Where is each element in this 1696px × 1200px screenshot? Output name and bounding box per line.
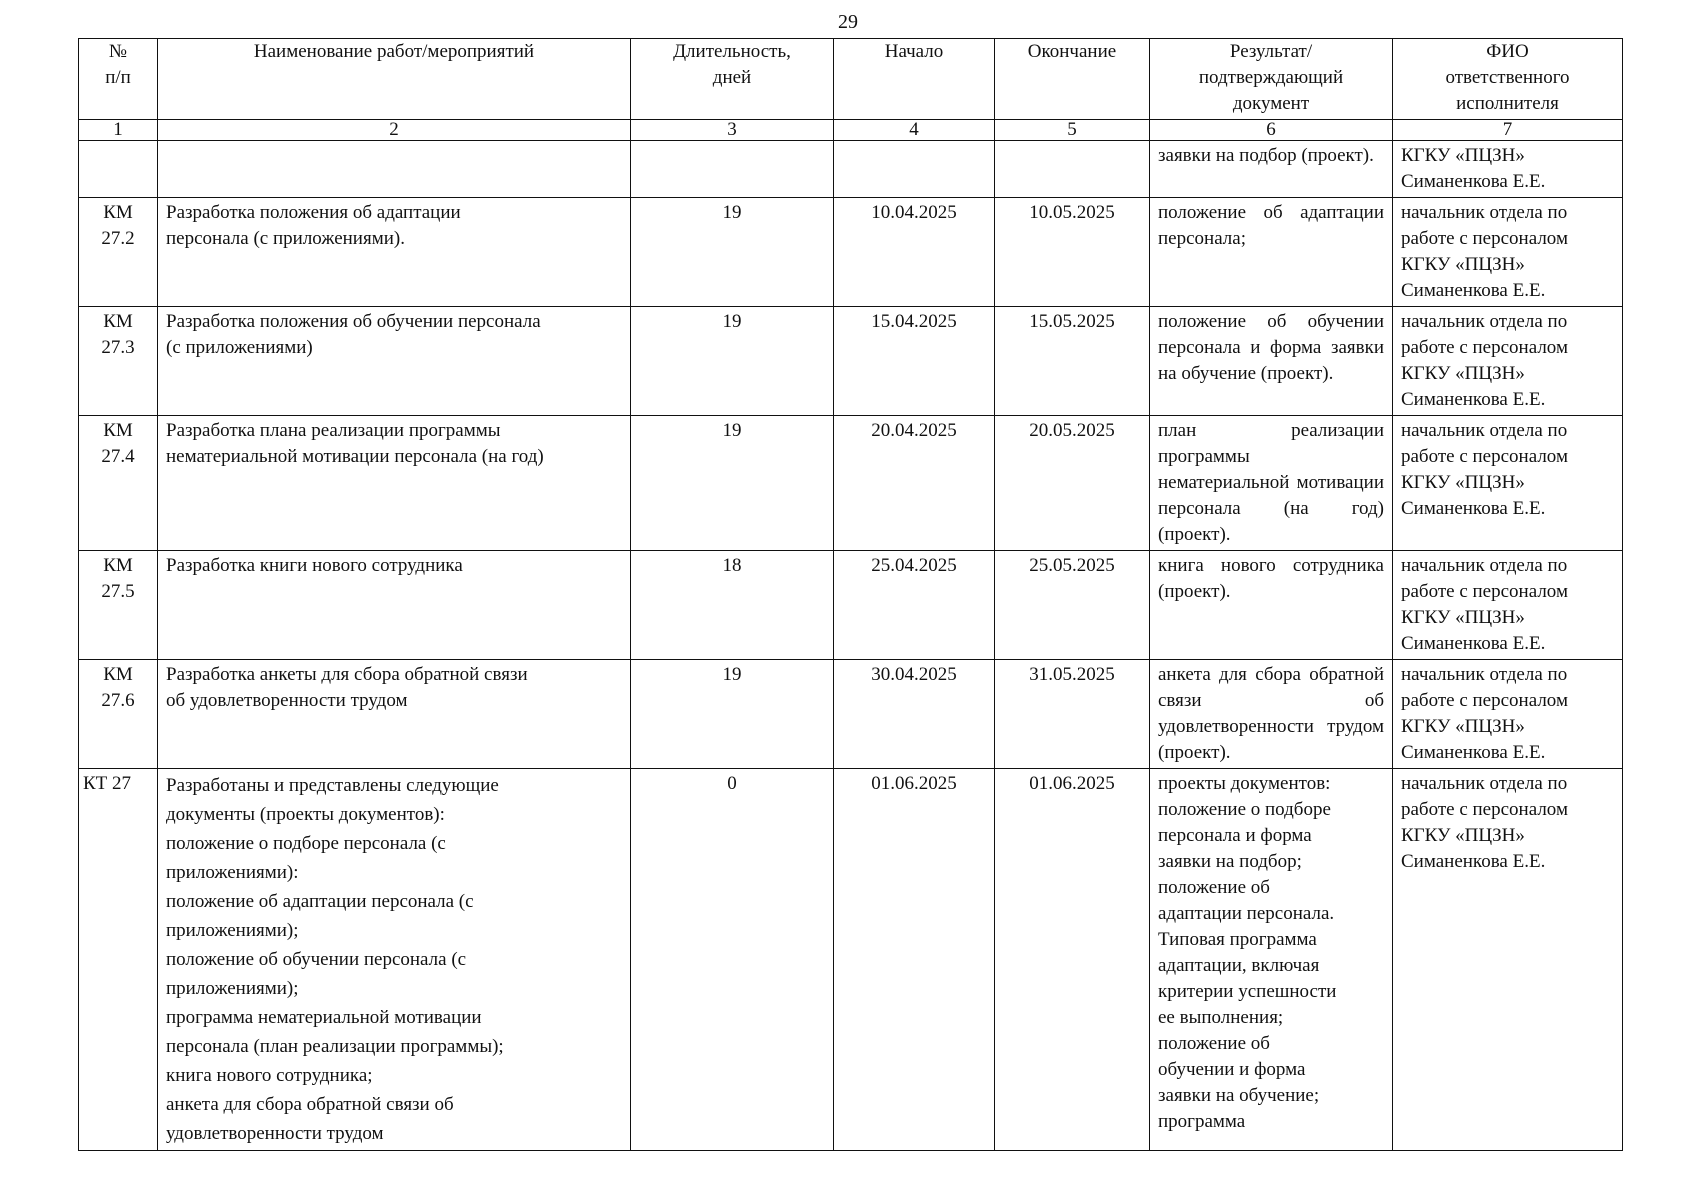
row-number: КМ 27.2 [79, 198, 158, 307]
row-responsible: начальник отдела по работе с персоналом КГКУ «ПЦЗН» Симаненкова Е.Е. [1393, 769, 1623, 1151]
page-number: 29 [838, 11, 858, 33]
column-number-row [79, 120, 1623, 141]
row-responsible: КГКУ «ПЦЗН» Симаненкова Е.Е. [1393, 141, 1623, 198]
row-number: КМ 27.5 [79, 551, 158, 660]
row-result: проекты документов: положение о подборе персонала и форма заявки на подбор; положение об адаптации персонала. Типовая программа адаптации, включая критерии успешности ее выполнения; положение об обучении и форма заявки на обучение; программа [1150, 769, 1393, 1151]
row-end: 15.05.2025 [995, 307, 1150, 416]
row-result: план реализации программы нематериальной мотивации персонала (на год) (проект). [1150, 416, 1393, 551]
row-result: положение об адаптации персонала; [1150, 198, 1393, 307]
header-name: Наименование работ/мероприятий [158, 39, 631, 120]
row-start: 15.04.2025 [834, 307, 995, 416]
row-result: заявки на подбор (проект). [1150, 141, 1393, 198]
row-end: 20.05.2025 [995, 416, 1150, 551]
table-header-row [79, 39, 1623, 120]
row-number: КТ 27 [79, 769, 158, 1151]
table-row [79, 416, 1623, 551]
header-start: Начало [834, 39, 995, 120]
row-name: Разработаны и представлены следующие документы (проекты документов): положение о подборе персонала (с приложениями): положение об адаптации персонала (с приложениями); положение об обучении персонала (с приложениями); программа нематериальной мотивации персонала (план реализации программы); книга нового сотрудника; анкета для сбора обратной связи об удовлетворенности трудом [158, 769, 631, 1151]
row-name [158, 141, 631, 198]
row-responsible: начальник отдела по работе с персоналом КГКУ «ПЦЗН» Симаненкова Е.Е. [1393, 416, 1623, 551]
table-row [79, 551, 1623, 660]
row-start: 30.04.2025 [834, 660, 995, 769]
header-number: № п/п [79, 39, 158, 120]
row-end: 10.05.2025 [995, 198, 1150, 307]
row-duration: 19 [631, 198, 834, 307]
table-row [79, 141, 1623, 198]
row-start: 10.04.2025 [834, 198, 995, 307]
row-end [995, 141, 1150, 198]
row-number [79, 141, 158, 198]
row-duration: 19 [631, 660, 834, 769]
table-row [79, 769, 1623, 1151]
row-end: 01.06.2025 [995, 769, 1150, 1151]
row-number: КМ 27.3 [79, 307, 158, 416]
row-responsible: начальник отдела по работе с персоналом КГКУ «ПЦЗН» Симаненкова Е.Е. [1393, 198, 1623, 307]
column-number: 2 [158, 120, 631, 141]
column-number: 6 [1150, 120, 1393, 141]
row-number: КМ 27.4 [79, 416, 158, 551]
column-number: 1 [79, 120, 158, 141]
row-name: Разработка плана реализации программы нематериальной мотивации персонала (на год) [158, 416, 631, 551]
row-end: 31.05.2025 [995, 660, 1150, 769]
row-start [834, 141, 995, 198]
row-name: Разработка положения об обучении персонала (с приложениями) [158, 307, 631, 416]
row-name: Разработка книги нового сотрудника [158, 551, 631, 660]
table-row [79, 307, 1623, 416]
row-result: книга нового сотрудника (проект). [1150, 551, 1393, 660]
column-number: 3 [631, 120, 834, 141]
work-plan-table [78, 38, 1623, 1151]
row-result: анкета для сбора обратной связи об удовлетворенности трудом (проект). [1150, 660, 1393, 769]
column-number: 7 [1393, 120, 1623, 141]
row-responsible: начальник отдела по работе с персоналом КГКУ «ПЦЗН» Симаненкова Е.Е. [1393, 660, 1623, 769]
row-start: 20.04.2025 [834, 416, 995, 551]
row-duration: 19 [631, 416, 834, 551]
table-row [79, 660, 1623, 769]
row-end: 25.05.2025 [995, 551, 1150, 660]
row-responsible: начальник отдела по работе с персоналом КГКУ «ПЦЗН» Симаненкова Е.Е. [1393, 551, 1623, 660]
column-number: 5 [995, 120, 1150, 141]
row-responsible: начальник отдела по работе с персоналом КГКУ «ПЦЗН» Симаненкова Е.Е. [1393, 307, 1623, 416]
row-start: 01.06.2025 [834, 769, 995, 1151]
row-duration: 19 [631, 307, 834, 416]
row-duration: 18 [631, 551, 834, 660]
header-end: Окончание [995, 39, 1150, 120]
row-number: КМ 27.6 [79, 660, 158, 769]
table-row [79, 198, 1623, 307]
header-result: Результат/ подтверждающий документ [1150, 39, 1393, 120]
row-duration [631, 141, 834, 198]
row-name: Разработка анкеты для сбора обратной связи об удовлетворенности трудом [158, 660, 631, 769]
header-duration: Длительность, дней [631, 39, 834, 120]
row-name: Разработка положения об адаптации персонала (с приложениями). [158, 198, 631, 307]
column-number: 4 [834, 120, 995, 141]
header-responsible: ФИО ответственного исполнителя [1393, 39, 1623, 120]
row-result: положение об обучении персонала и форма заявки на обучение (проект). [1150, 307, 1393, 416]
row-start: 25.04.2025 [834, 551, 995, 660]
row-duration: 0 [631, 769, 834, 1151]
